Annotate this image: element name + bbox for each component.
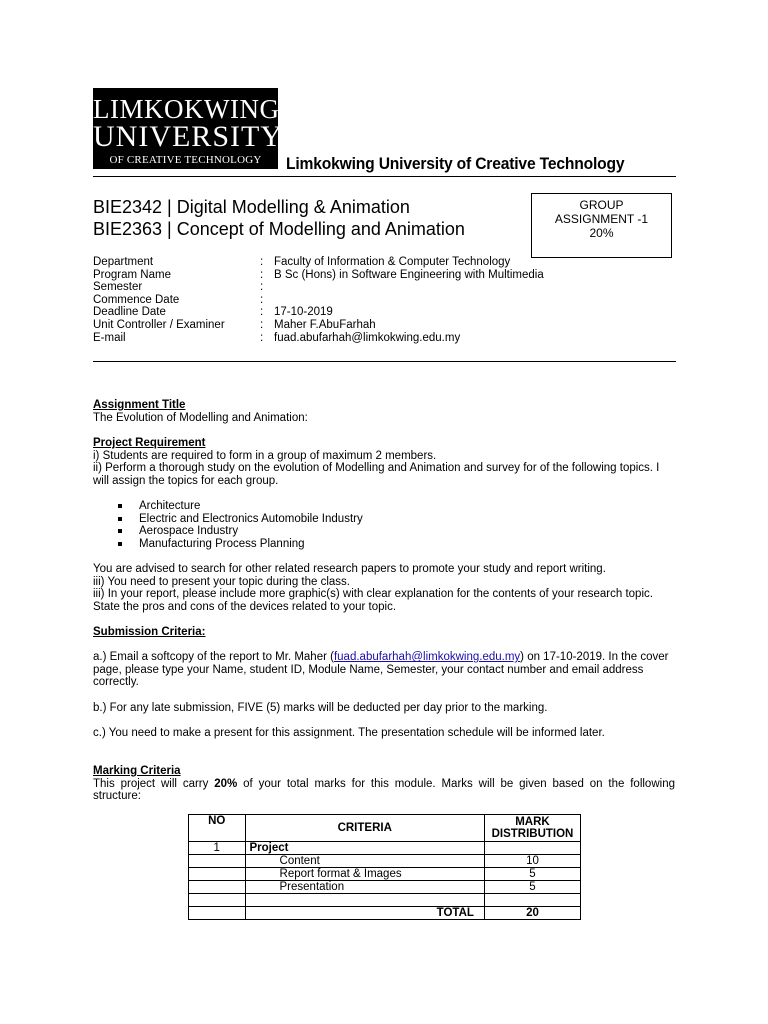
table-header-row	[189, 815, 581, 842]
info-value-semester	[274, 281, 544, 294]
submission-item-a: a.) Email a softcopy of the report to Mr. Maher (fuad.abufarhah@limkokwing.edu.my) on 17-10-2019. In the cover page, please type your Name, student ID, Module Name, Semester, your contact number and email address correctly.	[93, 651, 669, 689]
info-value-email: fuad.abufarhah@limkokwing.edu.my	[274, 331, 461, 344]
section-name: Project	[245, 842, 484, 855]
header-divider	[93, 176, 676, 177]
info-colons: : : : : : : :	[260, 256, 264, 344]
table-row	[189, 855, 581, 868]
requirement-section	[93, 437, 675, 487]
submission-heading: Submission Criteria:	[93, 626, 206, 638]
table-row	[189, 881, 581, 894]
requirement-line-2: ii) Perform a thorough study on the evolution of Modelling and Animation and survey for of the following topics. I will assign the topics for each group.	[93, 462, 660, 487]
marking-table	[188, 814, 581, 920]
criteria-cell: Presentation	[245, 881, 484, 894]
info-label: Commence Date	[93, 293, 180, 306]
marking-heading: Marking Criteria	[93, 765, 181, 777]
header-no: NO	[189, 815, 246, 842]
university-title: Limkokwing University of Creative Technology	[286, 154, 625, 173]
mark-cell: 5	[484, 881, 580, 894]
info-value-program: B Sc (Hons) in Software Engineering with Multimedia	[274, 268, 544, 281]
list-item: Electric and Electronics Automobile Industry	[118, 513, 363, 526]
course-title-1: BIE2342 | Digital Modelling & Animation	[93, 197, 410, 217]
list-item: Manufacturing Process Planning	[118, 538, 363, 551]
assignment-section	[93, 399, 675, 424]
info-value-department: Faculty of Information & Computer Technology	[274, 256, 511, 268]
group-box-line-1: GROUP	[579, 198, 624, 212]
marking-section	[93, 765, 675, 803]
course-title-2: BIE2363 | Concept of Modelling and Animation	[93, 219, 465, 239]
mark-cell: 5	[484, 868, 580, 881]
info-label: Deadline Date	[93, 306, 166, 319]
info-labels	[93, 256, 225, 344]
info-value-commence	[274, 294, 544, 307]
list-item: Aerospace Industry	[118, 525, 363, 538]
group-box-line-3: 20%	[589, 226, 614, 240]
info-label: Unit Controller / Examiner	[93, 318, 225, 331]
header-criteria: CRITERIA	[245, 815, 484, 842]
total-value: 20	[484, 907, 580, 920]
info-values	[274, 256, 544, 344]
info-label: Program Name	[93, 268, 171, 281]
assignment-heading: Assignment Title	[93, 399, 186, 411]
mark-cell: 10	[484, 855, 580, 868]
logo-line-3: OF CREATIVE TECHNOLOGY	[109, 154, 262, 166]
examiner-email-link[interactable]: fuad.abufarhah@limkokwing.edu.my	[333, 651, 521, 664]
list-item: Architecture	[118, 500, 363, 513]
requirement-heading: Project Requirement	[93, 437, 206, 449]
group-assignment-box	[531, 193, 672, 258]
section-no: 1	[189, 842, 246, 855]
submission-item-b: b.) For any late submission, FIVE (5) marks will be deducted per day prior to the marking.	[93, 701, 548, 714]
requirement-notes	[93, 563, 675, 613]
table-row	[189, 894, 581, 907]
info-value-examiner: Maher F.AbuFarhah	[274, 318, 376, 331]
info-value-deadline: 17-10-2019	[274, 306, 333, 319]
criteria-cell: Content	[245, 855, 484, 868]
total-label: TOTAL	[245, 907, 484, 920]
header-mark: MARK DISTRIBUTION	[484, 815, 580, 842]
info-label: E-mail	[93, 331, 126, 344]
info-label: Semester	[93, 281, 143, 294]
table-row	[189, 842, 581, 855]
info-label: Department	[93, 256, 154, 268]
submission-item-c: c.) You need to make a present for this assignment. The presentation schedule will be informed later.	[93, 726, 605, 739]
requirement-para-2: iii) You need to present your topic during the class.	[93, 575, 350, 588]
table-total-row	[189, 907, 581, 920]
requirement-para-3: iii) In your report, please include more graphic(s) with clear explanation for the contents of your research topic. State the pros and cons of the devices related to your topic.	[93, 588, 653, 613]
topics-list	[118, 500, 363, 550]
requirement-para-1: You are advised to search for other related research papers to promote your study and report writing.	[93, 563, 606, 575]
university-logo	[93, 88, 283, 169]
marking-text: This project will carry 20% of your total marks for this module. Marks will be given based on the following structure:	[93, 777, 675, 803]
table-row	[189, 868, 581, 881]
criteria-cell: Report format & Images	[245, 868, 484, 881]
assignment-title: The Evolution of Modelling and Animation:	[93, 411, 308, 424]
logo-line-1: LIMKOKWING	[93, 94, 280, 124]
submission-section	[93, 626, 675, 739]
group-box-line-2: ASSIGNMENT -1	[554, 212, 649, 226]
info-divider	[93, 361, 676, 362]
requirement-line-1: i) Students are required to form in a group of maximum 2 members.	[93, 449, 437, 462]
logo-line-2: UNIVERSITY	[93, 120, 283, 153]
